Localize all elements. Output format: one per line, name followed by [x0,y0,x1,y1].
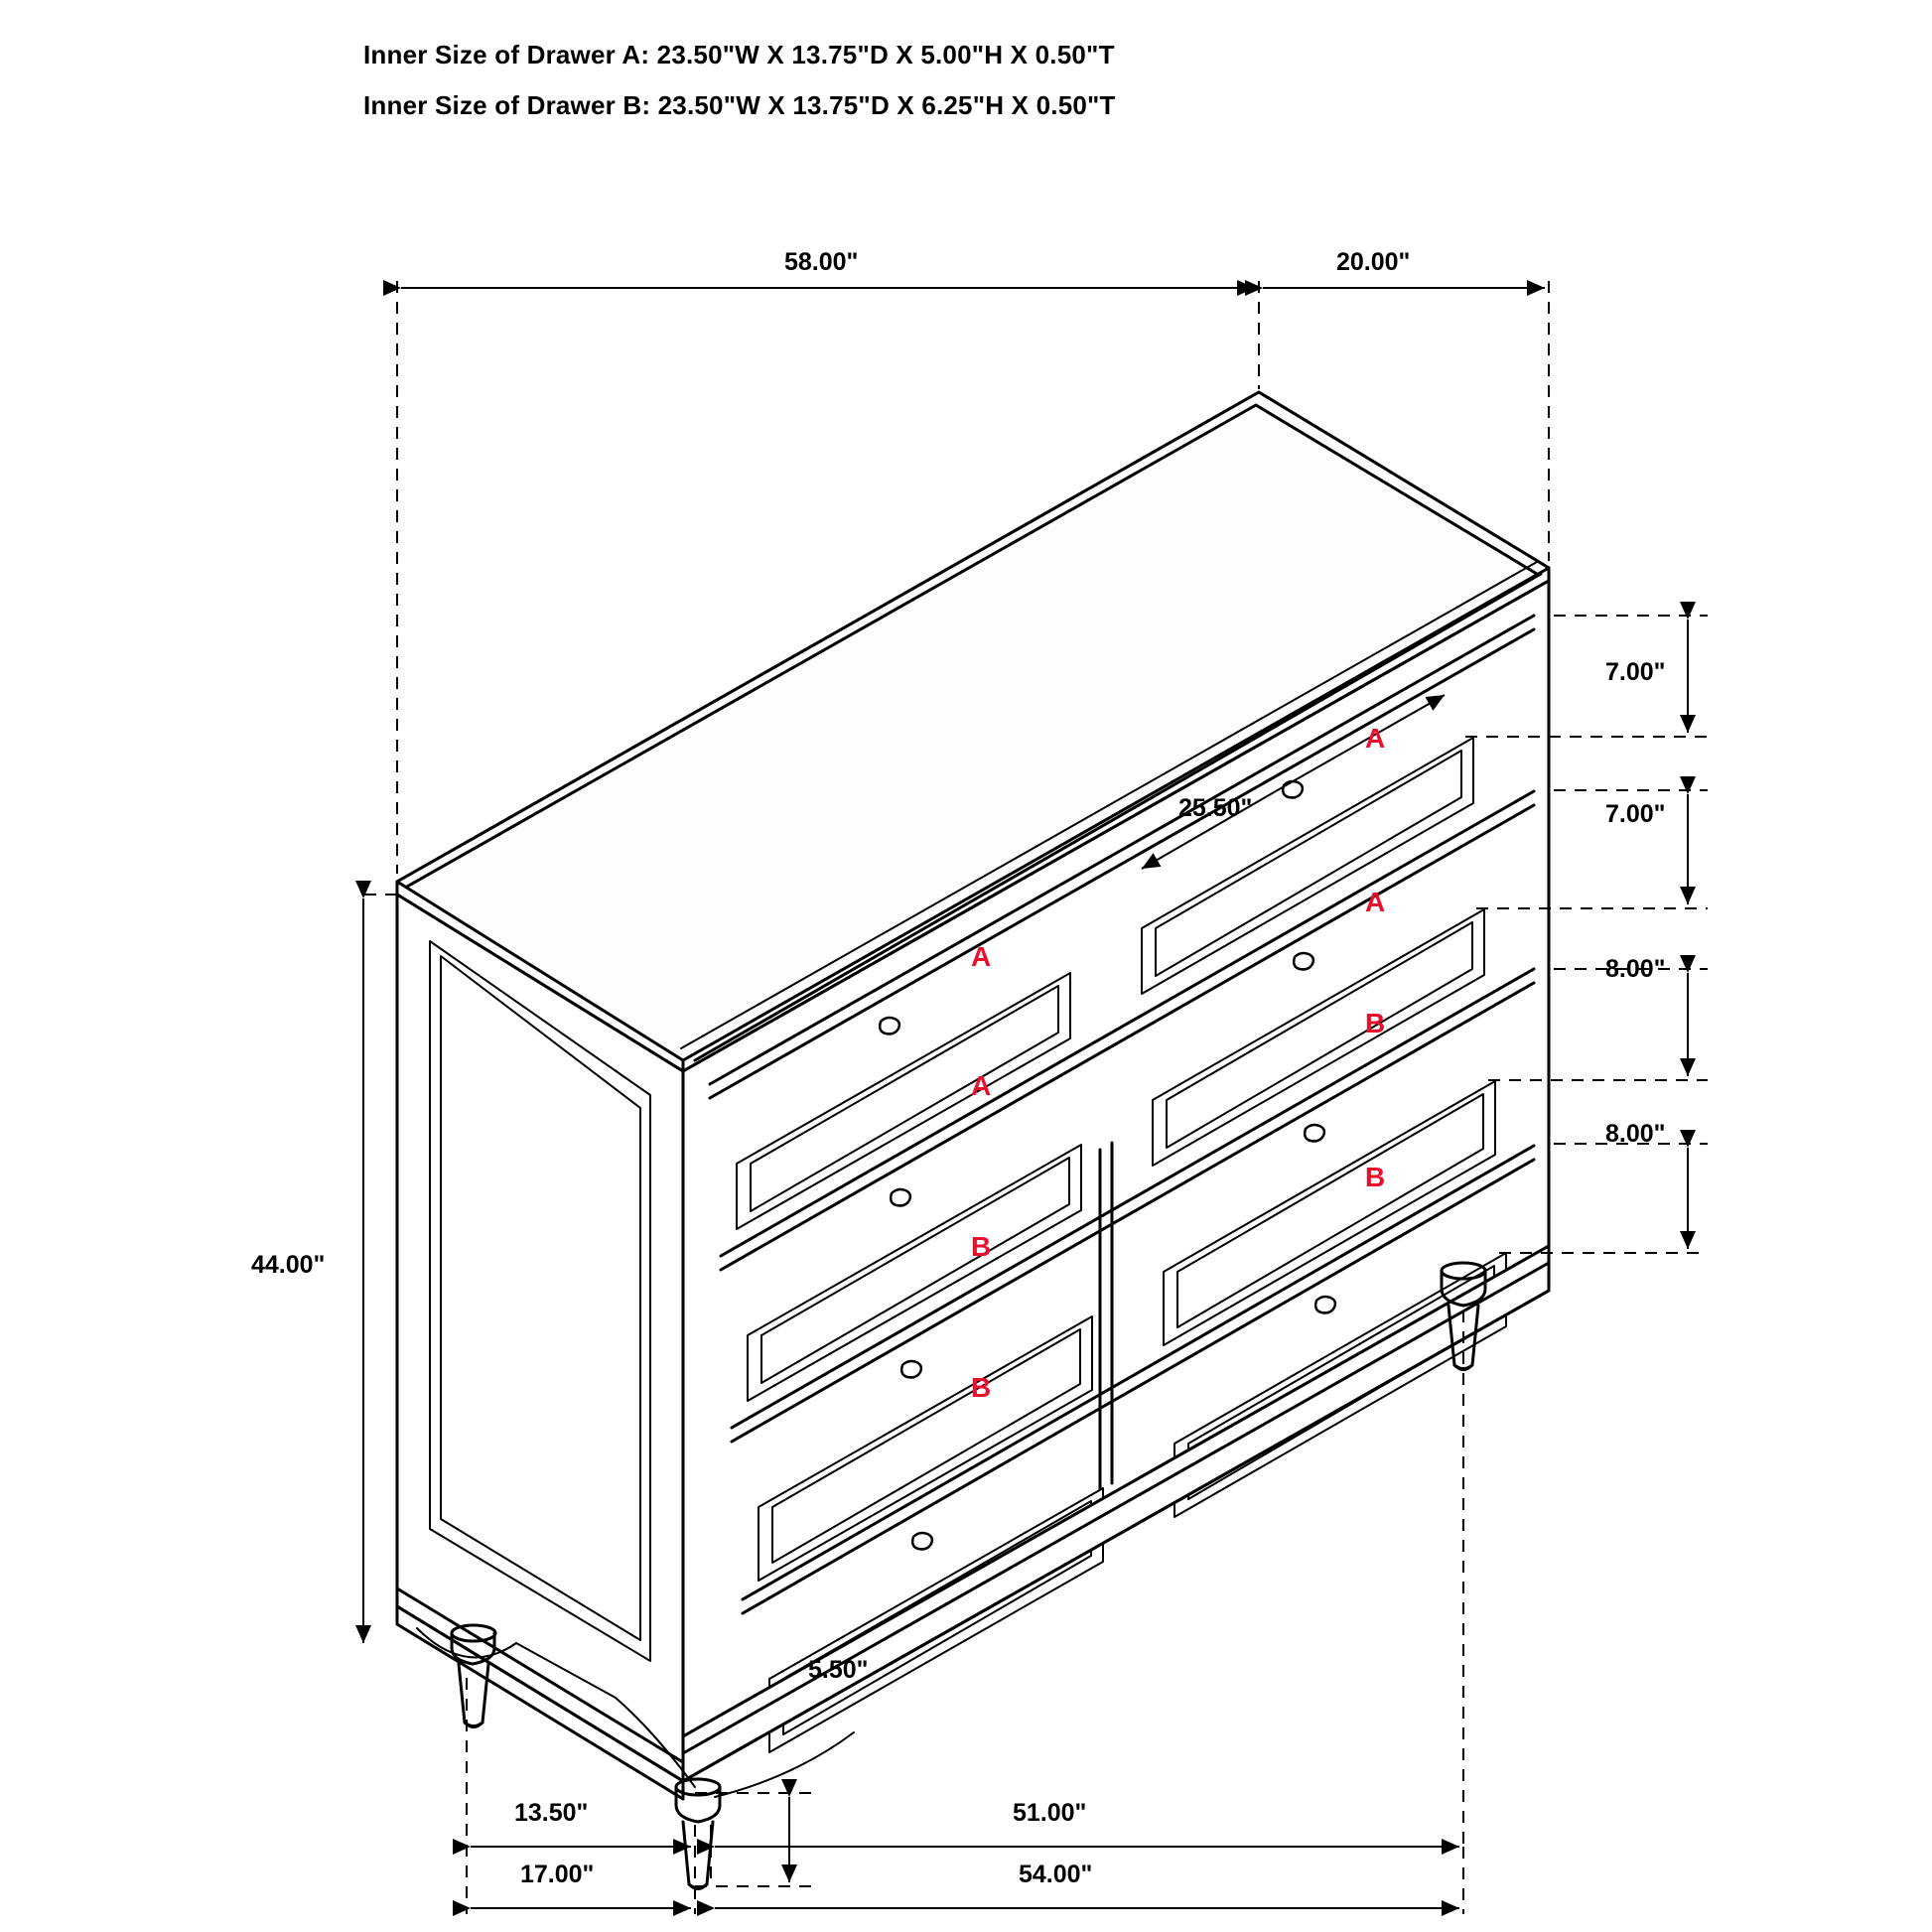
drawer-label-right-4: B [1365,1162,1386,1192]
dim-drawer-b1-height: 8.00" [1605,955,1666,983]
drawer-label-right-2: A [1365,887,1386,917]
dim-drawer-a1-height: 7.00" [1605,658,1666,686]
dim-base-width-outer: 54.00" [1019,1861,1093,1888]
drawer-label-left-1: A [971,941,992,972]
dim-top-depth: 20.00" [1336,248,1411,276]
drawer-label-left-2: A [971,1070,992,1101]
drawer-a-inner-size-label: Inner Size of Drawer A: 23.50"W X 13.75"D X 5.00"H X 0.50"T [363,40,1115,69]
dim-base-side-depth-outer: 17.00" [520,1861,595,1888]
drawer-label-left-4: B [971,1372,992,1403]
drawer-b-inner-size-label: Inner Size of Drawer B: 23.50"W X 13.75"D X 6.25"H X 0.50"T [363,90,1116,120]
dim-drawer-a2-height: 7.00" [1605,800,1666,828]
dim-base-width: 51.00" [1013,1799,1087,1827]
dim-base-side-depth: 13.50" [514,1799,589,1827]
dim-drawer-b2-height: 8.00" [1605,1120,1666,1148]
drawer-label-right-1: A [1365,723,1386,754]
dim-top-width: 58.00" [784,248,859,276]
dim-overall-height: 44.00" [251,1251,326,1279]
drawer-label-right-3: B [1365,1008,1386,1038]
dim-drawer-inner-width: 25.50" [1178,794,1253,822]
dim-leg-height: 5.50" [808,1656,869,1684]
drawer-label-left-3: B [971,1231,992,1262]
